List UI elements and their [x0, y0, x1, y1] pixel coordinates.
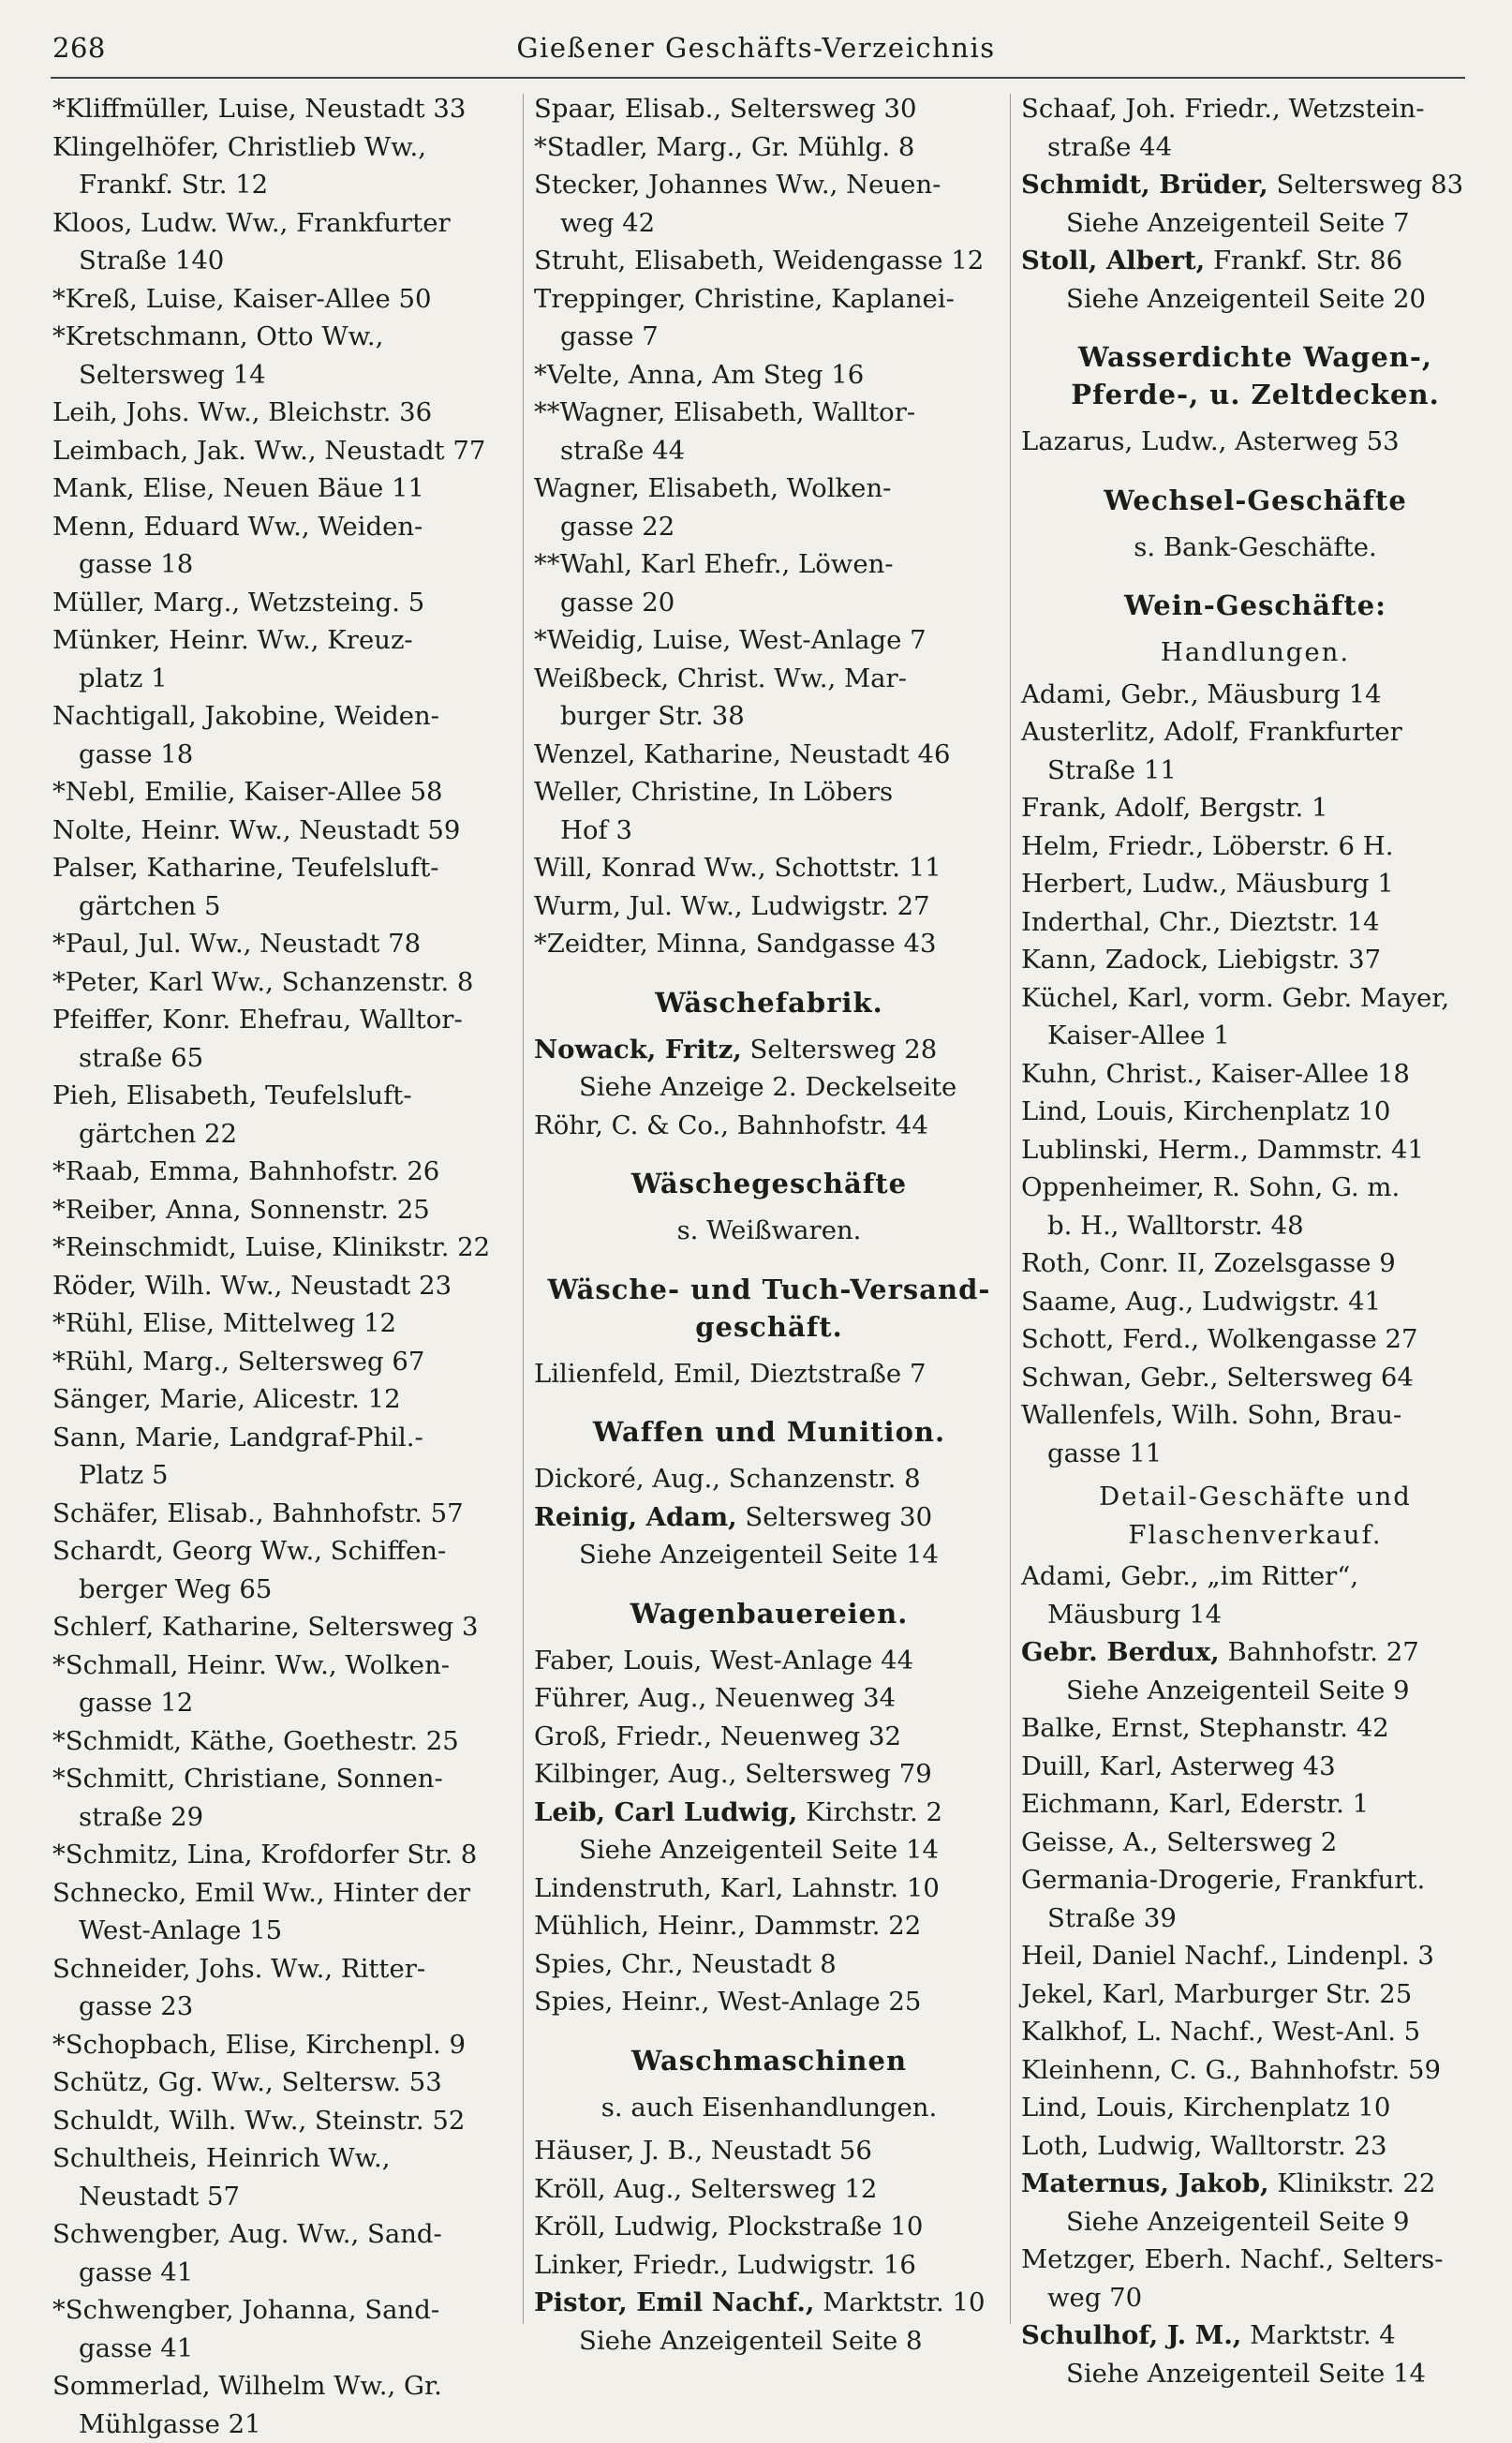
section-heading-wagenbau: Wagenbauereien. — [630, 1597, 909, 1630]
listing-entry: Weller, Christine, In Löbers Hof 3 — [534, 777, 894, 845]
listing-entry: Oppenheimer, R. Sohn, G. m. b. H., Walltorstr. 48 — [1021, 1172, 1401, 1241]
listing-name: Pistor, Emil Nachf., — [534, 2287, 815, 2317]
listing-entry: Jekel, Karl, Marburger Str. 25 — [1021, 1978, 1413, 2009]
listing-entry: Adami, Gebr., „im Ritter“, Mäusburg 14 — [1021, 1561, 1359, 1630]
ad-reference: Siehe Anzeigenteil Seite 9 — [1066, 1675, 1410, 1706]
column-divider — [523, 94, 524, 2324]
ad-reference: Siehe Anzeigenteil Seite 14 — [579, 1835, 939, 1865]
listing-entry: Palser, Katharine, Teufelsluft- gärtchen 5 — [52, 853, 439, 921]
listing-entry: Schnecko, Emil Ww., Hinter der West-Anlage 15 — [52, 1877, 471, 1945]
listing-entry: Nolte, Heinr. Ww., Neustadt 59 — [52, 814, 461, 845]
listing-name: Stoll, Albert, — [1021, 246, 1206, 276]
column-divider — [1010, 94, 1011, 2324]
listing-entry: *Paul, Jul. Ww., Neustadt 78 — [52, 929, 422, 959]
listing-entry: *Velte, Anna, Am Steg 16 — [534, 359, 865, 390]
entries-list — [534, 90, 1004, 963]
page-number: 268 — [52, 32, 106, 64]
listing-entry: Kann, Zadock, Liebigstr. 37 — [1021, 945, 1382, 975]
listing-entry: Spaar, Elisab., Seltersweg 30 — [534, 94, 917, 124]
listing-entry: Lindenstruth, Karl, Lahnstr. 10 — [534, 1872, 940, 1903]
section-heading-versand: Wäsche- und Tuch-Versand- geschäft. — [547, 1273, 991, 1343]
listing-entry: *Schmall, Heinr. Ww., Wolken- gasse 12 — [52, 1649, 451, 1718]
listing-entry: Schultheis, Heinrich Ww., Neustadt 57 — [52, 2143, 391, 2212]
listing-entry: Kröll, Ludwig, Plockstraße 10 — [534, 2212, 924, 2242]
listing-entry: Austerlitz, Adolf, Frankfurter Straße 11 — [1021, 717, 1402, 785]
listing-entry: Lazarus, Ludw., Asterweg 53 — [1021, 426, 1400, 456]
listing-entry: *Raab, Emma, Bahnhofstr. 26 — [52, 1156, 440, 1186]
listing-entry: Lublinski, Herm., Dammstr. 41 — [1021, 1134, 1424, 1165]
listing-entry: Schott, Ferd., Wolkengasse 27 — [1021, 1324, 1418, 1354]
listing-entry: Spies, Chr., Neustadt 8 — [534, 1948, 837, 1979]
header-rule — [51, 77, 1465, 79]
entries-list — [1021, 676, 1490, 1473]
listing-entry: *Schmidt, Käthe, Goethestr. 25 — [52, 1725, 459, 1756]
sub-heading: Detail-Geschäfte und Flaschenverkauf. — [1099, 1482, 1412, 1550]
listing-entry: Will, Konrad Ww., Schottstr. 11 — [534, 853, 941, 883]
cross-reference: s. auch Eisenhandlungen. — [600, 2092, 938, 2123]
listing-entry: Sann, Marie, Landgraf-Phil.- Platz 5 — [52, 1422, 423, 1490]
listing-name: Schmidt, Brüder, — [1021, 170, 1268, 200]
listing-entry: Nachtigall, Jakobine, Weiden- gasse 18 — [52, 701, 439, 769]
listing-entry: *Kliffmüller, Luise, Neustadt 33 — [52, 94, 467, 124]
listing-entry: Kalkhof, L. Nachf., West-Anl. 5 — [1021, 2017, 1421, 2047]
column-3 — [1021, 90, 1490, 2392]
listing-name: Schulhof, J. M., — [1021, 2320, 1242, 2350]
ad-reference: Siehe Anzeigenteil Seite 8 — [579, 2325, 923, 2356]
listing-entry: *Kreß, Luise, Kaiser-Allee 50 — [52, 283, 432, 314]
listing-entry: Mank, Elise, Neuen Bäue 11 — [52, 473, 425, 503]
column-2 — [534, 90, 1004, 2360]
listing-entry: Röder, Wilh. Ww., Neustadt 23 — [52, 1270, 452, 1301]
listing-entry: Schneider, Johs. Ww., Ritter- gasse 23 — [52, 1953, 426, 2021]
listing-entry: Kleinhenn, C. G., Bahnhofstr. 59 — [1021, 2054, 1442, 2085]
listing-entry: Nowack, Fritz, Seltersweg 28 — [534, 1034, 938, 1065]
listing-name: Nowack, Fritz, — [534, 1034, 742, 1065]
listing-entry: *Rühl, Elise, Mittelweg 12 — [52, 1308, 396, 1338]
listing-entry: Röhr, C. & Co., Bahnhofstr. 44 — [534, 1110, 928, 1140]
listing-entry: *Kretschmann, Otto Ww., Seltersweg 14 — [52, 321, 384, 390]
cross-reference: s. Bank-Geschäfte. — [1134, 531, 1377, 562]
listing-entry: Schuldt, Wilh. Ww., Steinstr. 52 — [52, 2105, 466, 2136]
listing-entry: Häuser, J. B., Neustadt 56 — [534, 2136, 872, 2166]
listing-entry: Lind, Louis, Kirchenplatz 10 — [1021, 2093, 1391, 2123]
listing-entry: Sommerlad, Wilhelm Ww., Gr. Mühlgasse 21 — [52, 2371, 442, 2439]
listing-entry: Kilbinger, Aug., Seltersweg 79 — [534, 1759, 932, 1789]
listing-entry: Schaaf, Joh. Friedr., Wetzstein- straße 44 — [1021, 94, 1425, 162]
listing-entry: Leih, Johs. Ww., Bleichstr. 36 — [52, 397, 433, 427]
listing-entry: Loth, Ludwig, Walltorstr. 23 — [1021, 2130, 1387, 2161]
listing-entry: Roth, Conr. II, Zozelsgasse 9 — [1021, 1248, 1396, 1278]
section-heading-waschmaschinen: Waschmaschinen — [630, 2044, 908, 2077]
section-heading-waeschefabrik: Wäschefabrik. — [655, 986, 883, 1019]
listing-entry: Küchel, Karl, vorm. Gebr. Mayer, Kaiser-Allee 1 — [1021, 982, 1450, 1050]
listing-entry: Helm, Friedr., Löberstr. 6 H. — [1021, 830, 1394, 861]
listing-entry: *Schopbach, Elise, Kirchenpl. 9 — [52, 2029, 466, 2060]
listing-entry: Pfeiffer, Konr. Ehefrau, Walltor- straße 65 — [52, 1005, 463, 1073]
listing-entry: **Wagner, Elisabeth, Walltor- straße 44 — [534, 397, 916, 466]
listing-entry: Sänger, Marie, Alicestr. 12 — [52, 1384, 401, 1414]
listing-entry: Reinig, Adam, Seltersweg 30 — [534, 1501, 933, 1532]
listing-entry: Weißbeck, Christ. Ww., Mar- burger Str. 38 — [534, 663, 907, 731]
listing-entry: *Stadler, Marg., Gr. Mühlg. 8 — [534, 131, 915, 162]
listing-entry: Pistor, Emil Nachf., Marktstr. 10 — [534, 2287, 986, 2317]
listing-entry: Struht, Elisabeth, Weidengasse 12 — [534, 246, 985, 276]
listing-entry: Leib, Carl Ludwig, Kirchstr. 2 — [534, 1796, 942, 1827]
listing-entry: *Zeidter, Minna, Sandgasse 43 — [534, 929, 937, 959]
listing-entry: Treppinger, Christine, Kaplanei- gasse 7 — [534, 283, 955, 351]
listing-entry: *Reinschmidt, Luise, Klinikstr. 22 — [52, 1232, 491, 1262]
listing-name: Gebr. Berdux, — [1021, 1637, 1220, 1667]
ad-reference: Siehe Anzeigenteil Seite 20 — [1066, 283, 1426, 314]
listing-entry: Wenzel, Katharine, Neustadt 46 — [534, 738, 951, 769]
listing-entry: Kloos, Ludw. Ww., Frankfurter Straße 140 — [52, 207, 451, 276]
listing-entry: Maternus, Jakob, Klinikstr. 22 — [1021, 2168, 1436, 2198]
column-1 — [52, 90, 515, 2443]
listing-entry: Eichmann, Karl, Ederstr. 1 — [1021, 1789, 1370, 1819]
listing-entry: Mühlich, Heinr., Dammstr. 22 — [534, 1911, 922, 1941]
listing-entry: Schulhof, J. M., Marktstr. 4 — [1021, 2320, 1396, 2350]
listing-entry: Geisse, A., Seltersweg 2 — [1021, 1826, 1338, 1857]
listing-entry: Müller, Marg., Wetzsteing. 5 — [52, 587, 425, 618]
listing-entry: *Weidig, Luise, West-Anlage 7 — [534, 625, 926, 655]
listing-entry: Wurm, Jul. Ww., Ludwigstr. 27 — [534, 890, 930, 921]
listing-entry: Herbert, Ludw., Mäusburg 1 — [1021, 869, 1394, 899]
listing-entry: Schlerf, Katharine, Seltersweg 3 — [52, 1612, 479, 1642]
entries-list — [1021, 1709, 1490, 2165]
listing-entry: Inderthal, Chr., Dieztstr. 14 — [1021, 906, 1380, 937]
listing-name: Leib, Carl Ludwig, — [534, 1796, 798, 1827]
running-title: Gießener Geschäfts-Verzeichnis — [516, 32, 996, 64]
section-heading-waeschegeschaefte: Wäschegeschäfte — [630, 1168, 908, 1199]
listing-entry: *Schwengber, Johanna, Sand- gasse 41 — [52, 2295, 440, 2363]
listing-entry: **Wahl, Karl Ehefr., Löwen- gasse 20 — [534, 549, 894, 618]
listing-entry: Dickoré, Aug., Schanzenstr. 8 — [534, 1464, 921, 1494]
listing-entry: Linker, Friedr., Ludwigstr. 16 — [534, 2249, 916, 2280]
ad-reference: Siehe Anzeigenteil Seite 14 — [579, 1540, 939, 1570]
listing-entry: Schütz, Gg. Ww., Seltersw. 53 — [52, 2067, 442, 2097]
listing-entry: Spies, Heinr., West-Anlage 25 — [534, 1987, 922, 2017]
listing-entry: *Nebl, Emilie, Kaiser-Allee 58 — [52, 777, 443, 807]
listing-entry: Saame, Aug., Ludwigstr. 41 — [1021, 1286, 1382, 1317]
listing-entry: Metzger, Eberh. Nachf., Selters- weg 70 — [1021, 2244, 1444, 2313]
listing-entry: Groß, Friedr., Neuenweg 32 — [534, 1721, 901, 1751]
listing-entry: *Schmitt, Christiane, Sonnen- straße 29 — [52, 1764, 443, 1832]
listing-name: Maternus, Jakob, — [1021, 2168, 1269, 2198]
section-heading-wechsel: Wechsel-Geschäfte — [1104, 484, 1407, 516]
listing-entry: Stecker, Johannes Ww., Neuen- weg 42 — [534, 170, 941, 238]
listing-entry: Duill, Karl, Asterweg 43 — [1021, 1750, 1336, 1781]
listing-entry: Heil, Daniel Nachf., Lindenpl. 3 — [1021, 1941, 1434, 1971]
ad-reference: Siehe Anzeigenteil Seite 14 — [1066, 2358, 1426, 2389]
sub-heading: Handlungen. — [1160, 637, 1351, 667]
listing-entry: Kröll, Aug., Seltersweg 12 — [534, 2173, 878, 2204]
ad-reference: Siehe Anzeigenteil Seite 7 — [1066, 207, 1410, 238]
listing-entry: Schwengber, Aug. Ww., Sand- gasse 41 — [52, 2219, 442, 2287]
ad-reference: Siehe Anzeige 2. Deckelseite — [579, 1072, 957, 1102]
listing-entry: *Reiber, Anna, Sonnenstr. 25 — [52, 1194, 430, 1225]
listing-entry: *Rühl, Marg., Seltersweg 67 — [52, 1346, 425, 1377]
listing-entry: Menn, Eduard Ww., Weiden- gasse 18 — [52, 511, 423, 579]
entries-list — [534, 2132, 1004, 2284]
listing-entry: Schäfer, Elisab., Bahnhofstr. 57 — [52, 1497, 464, 1528]
entries-list — [534, 1869, 1004, 2021]
listing-entry: Schmidt, Brüder, Seltersweg 83 — [1021, 170, 1464, 200]
listing-entry: Pieh, Elisabeth, Teufelsluft- gärtchen 22 — [52, 1080, 412, 1149]
listing-entry: Schwan, Gebr., Seltersweg 64 — [1021, 1362, 1414, 1393]
listing-entry: *Peter, Karl Ww., Schanzenstr. 8 — [52, 966, 474, 997]
listing-entry: Kuhn, Christ., Kaiser-Allee 18 — [1021, 1058, 1410, 1089]
listing-entry: Gebr. Berdux, Bahnhofstr. 27 — [1021, 1637, 1419, 1667]
cross-reference: s. Weißwaren. — [676, 1215, 862, 1245]
listing-entry: Lind, Louis, Kirchenplatz 10 — [1021, 1096, 1391, 1126]
listing-entry: Adami, Gebr., Mäusburg 14 — [1021, 678, 1382, 709]
section-heading-decken: Wasserdichte Wagen-, Pferde-, u. Zeltdecken. — [1071, 341, 1440, 410]
listing-entry: Wagner, Elisabeth, Wolken- gasse 22 — [534, 473, 892, 542]
listing-entry: Lilienfeld, Emil, Dieztstraße 7 — [534, 1358, 926, 1389]
listing-entry: Schardt, Georg Ww., Schiffen- berger Weg 65 — [52, 1536, 447, 1604]
listing-entry: Stoll, Albert, Frankf. Str. 86 — [1021, 246, 1403, 276]
listing-entry: Germania-Drogerie, Frankfurt. Straße 39 — [1021, 1865, 1426, 1933]
entries-list — [534, 1642, 1004, 1794]
listing-entry: Frank, Adolf, Bergstr. 1 — [1021, 793, 1328, 823]
section-heading-waffen: Waffen und Munition. — [592, 1416, 946, 1448]
listing-entry: Balke, Ernst, Stephanstr. 42 — [1021, 1713, 1389, 1743]
listing-name: Reinig, Adam, — [534, 1501, 737, 1532]
listing-entry: Wallenfels, Wilh. Sohn, Brau- gasse 11 — [1021, 1400, 1402, 1468]
ad-reference: Siehe Anzeigenteil Seite 9 — [1066, 2206, 1410, 2237]
listing-entry: Klingelhöfer, Christlieb Ww., Frankf. Str. 12 — [52, 131, 426, 200]
listing-entry: Leimbach, Jak. Ww., Neustadt 77 — [52, 435, 486, 466]
listing-entry: *Schmitz, Lina, Krofdorfer Str. 8 — [52, 1840, 478, 1869]
section-heading-wein: Wein-Geschäfte: — [1124, 589, 1386, 621]
listing-entry: Münker, Heinr. Ww., Kreuz- platz 1 — [52, 625, 413, 693]
listing-entry: Faber, Louis, West-Anlage 44 — [534, 1645, 914, 1676]
listing-entry: Führer, Aug., Neuenweg 34 — [534, 1683, 897, 1713]
